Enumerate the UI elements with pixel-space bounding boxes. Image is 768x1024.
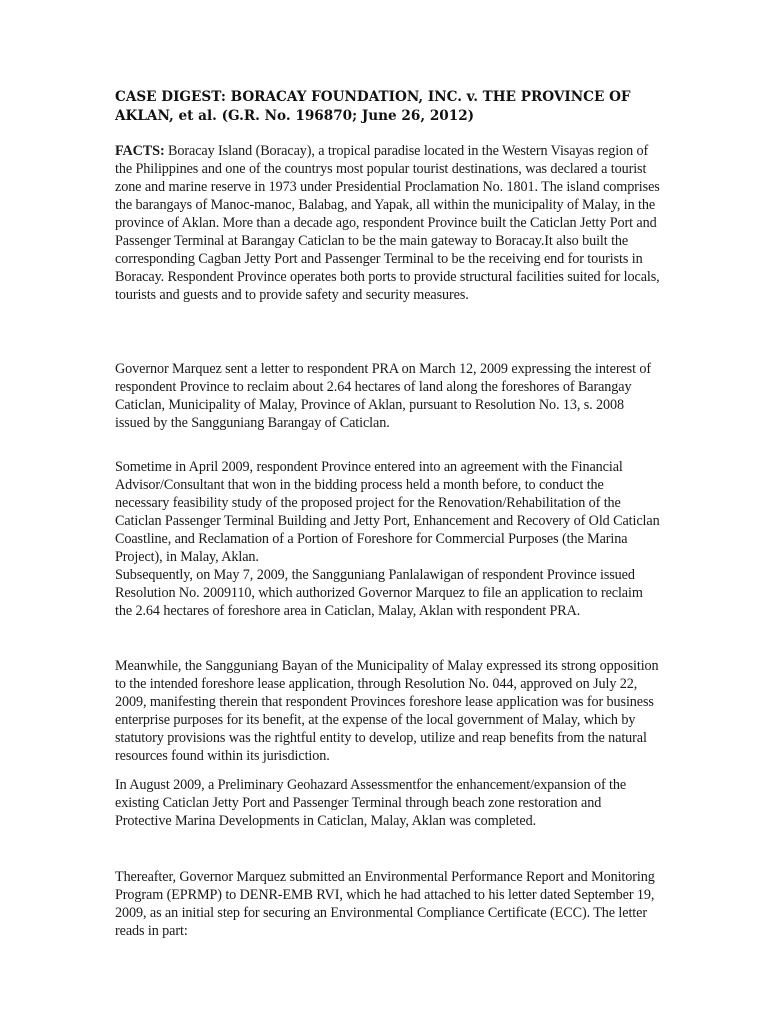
facts-text: Boracay Island (Boracay), a tropical paradise located in the Western Visayas region of the Philippines and one of the countrys most popular tourist destinations, was declared a tourist zone and marine reserve in 1973 under Presidential Proclamation No. 1801. The island comprises the barangays of Manoc-manoc, Balabag, and Yapak, all within the municipality of Malay, in the province of Aklan. More than a decade ago, respondent Province built the Caticlan Jetty Port and Passenger Terminal at Barangay Caticlan to be the main gateway to Boracay.It also built the corresponding Cagban Jetty Port and Passenger Terminal to be the receiving end for tourists in Boracay. Respondent Province operates both ports to provide structural facilities suited for locals, tourists and guests and to provide safety and security measures. — [115, 143, 660, 303]
paragraph-geohazard: In August 2009, a Preliminary Geohazard Assessmentfor the enhancement/expansion of the existing Caticlan Jetty Port and Passenger Terminal through beach zone restoration and Protective Marina Developments in Caticlan, Malay, Aklan was completed. — [115, 777, 627, 829]
paragraph-malay-opposition: Meanwhile, the Sangguniang Bayan of the Municipality of Malay expressed its strong opposition to the intended foreshore lease application, through Resolution No. 044, approved on July 22, 2009, manifesting therein that respondent Provinces foreshore lease application was for business enterprise purposes for its benefit, at the expense of the local government of Malay, which by statutory provisions was the rightful entity to develop, utilize and reap benefits from the natural resources found within its jurisdiction. — [115, 658, 659, 764]
facts-label: FACTS: — [115, 143, 165, 159]
paragraph-eprmp: Thereafter, Governor Marquez submitted an Environmental Performance Report and Monitoring Program (EPRMP) to DENR-EMB RVI, which he had attached to his letter dated September 19, 2009, as an initial step for securing an Environmental Compliance Certificate (ECC). The letter reads in part: — [115, 869, 655, 939]
document-title: CASE DIGEST: BORACAY FOUNDATION, INC. v. THE PROVINCE OF AKLAN, et al. (G.R. No. 196870; June 26, 2012) — [115, 89, 631, 124]
paragraph-governor-letter: Governor Marquez sent a letter to respondent PRA on March 12, 2009 expressing the interest of respondent Province to reclaim about 2.64 hectares of land along the foreshores of Barangay Caticlan, Municipality of Malay, Province of Aklan, pursuant to Resolution No. 13, s. 2008 issued by the Sangguniang Barangay of Caticlan. — [115, 361, 651, 431]
paragraph-agreement: Sometime in April 2009, respondent Province entered into an agreement with the Financial Advisor/Consultant that won in the bidding process held a month before, to conduct the necessary feasibility study of the proposed project for the Renovation/Rehabilitation of the Caticlan Passenger Terminal Building and Jetty Port, Enhancement and Recovery of Old Caticlan Coastline, and Reclamation of a Portion of Foreshore for Commercial Purposes (the Marina Project), in Malay, Aklan. — [115, 459, 660, 565]
facts-paragraph — [115, 142, 660, 304]
paragraph-resolution-2009110: Subsequently, on May 7, 2009, the Sangguniang Panlalawigan of respondent Province issued Resolution No. 2009110, which authorized Governor Marquez to file an application to reclaim the 2.64 hectares of foreshore area in Caticlan, Malay, Aklan with respondent PRA. — [115, 567, 643, 619]
